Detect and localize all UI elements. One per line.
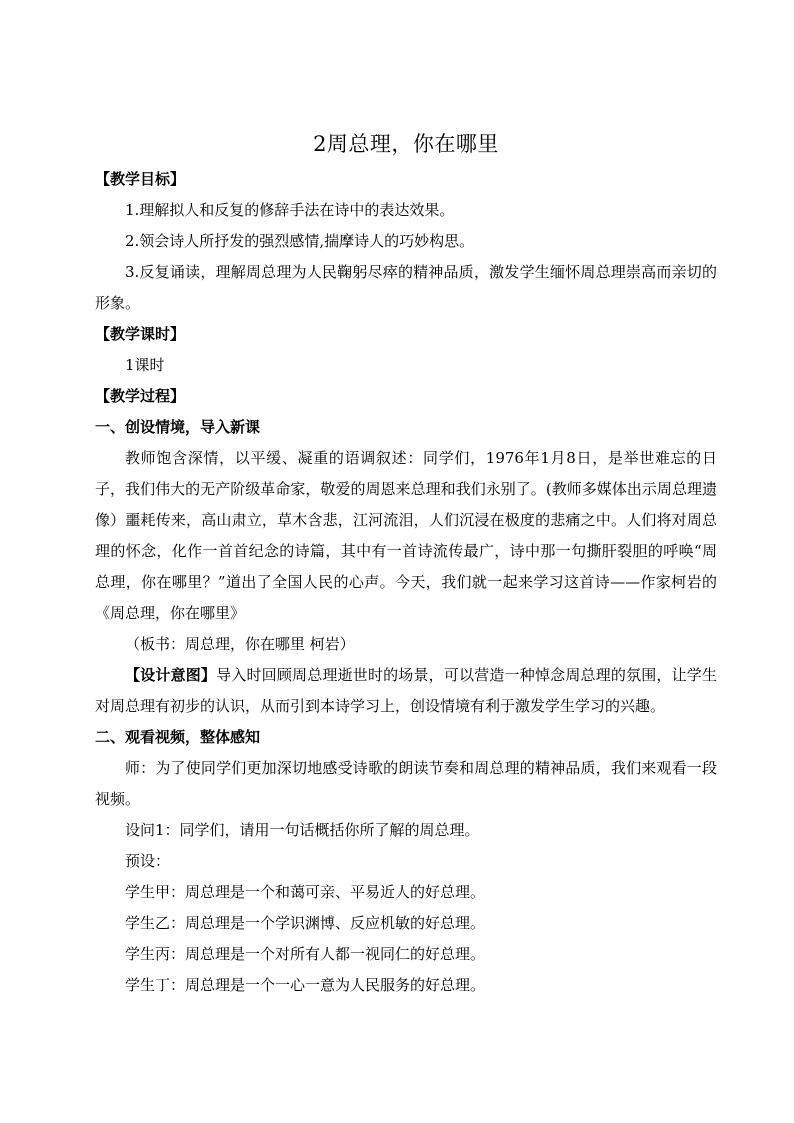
hours-heading: 【教学课时】: [95, 325, 186, 343]
question-1: 设问1：同学们，请用一句话概括你所了解的周总理。: [125, 821, 480, 839]
design-intent-tag: 【设计意图】: [125, 666, 217, 684]
objectives-heading: 【教学目标】: [95, 170, 186, 188]
objective-item: 1.理解拟人和反复的修辞手法在诗中的表达效果。: [125, 201, 455, 219]
preset-label: 预设：: [125, 852, 171, 870]
part1-title: 一、创设情境，导入新课: [95, 418, 261, 436]
board-note: （板书：周总理，你在哪里 柯岩）: [125, 635, 355, 653]
student-answer: 学生丙：周总理是一个对所有人都一视同仁的好总理。: [125, 945, 486, 963]
student-answer: 学生甲：周总理是一个和蔼可亲、平易近人的好总理。: [125, 883, 486, 901]
page-title: 2周总理，你在哪里: [313, 132, 499, 156]
student-answer: 学生乙：周总理是一个学识渊博、反应机敏的好总理。: [125, 914, 486, 932]
design-intent-text: 导入时回顾周总理逝世时的场景，可以营造一种悼念周总理的氛围，让学生对周总理有初步的认识，从而引到本诗学习上，创设情境有利于激发学生学习的兴趣。: [95, 666, 717, 715]
document-content: [95, 129, 717, 1001]
hours-value: 1课时: [125, 356, 165, 374]
part2-paragraph: 师：为了使同学们更加深切地感受诗歌的朗读节奏和周总理的精神品质，我们来观看一段视频。: [95, 759, 717, 808]
design-intent-paragraph: [95, 660, 717, 722]
part2-title: 二、观看视频，整体感知: [95, 728, 261, 746]
process-heading: 【教学过程】: [95, 387, 186, 405]
part1-paragraph: 教师饱含深情，以平缓、凝重的语调叙述：同学们，1976年1月8日，是举世难忘的日子，我们伟大的无产阶级革命家，敬爱的周恩来总理和我们永别了。(教师多媒体出示周总理遗像）噩耗传来，高山肃立，草木含悲，江河流泪，人们沉浸在极度的悲痛之中。人们将对周总理的怀念，化作一首首纪念的诗篇，其中有一首诗流传最广，诗中那一句撕肝裂胆的呼唤“周总理，你在哪里？”道出了全国人民的心声。今天，我们就一起来学习这首诗——作家柯岩的《周总理，你在哪里》: [95, 449, 717, 622]
student-answer: 学生丁：周总理是一个一心一意为人民服务的好总理。: [125, 976, 486, 994]
objective-item: 2.领会诗人所抒发的强烈感情,揣摩诗人的巧妙构思。: [125, 232, 475, 250]
objective-item: 3.反复诵读，理解周总理为人民鞠躬尽瘁的精神品质，激发学生缅怀周总理崇高而亲切的形象。: [95, 263, 717, 312]
